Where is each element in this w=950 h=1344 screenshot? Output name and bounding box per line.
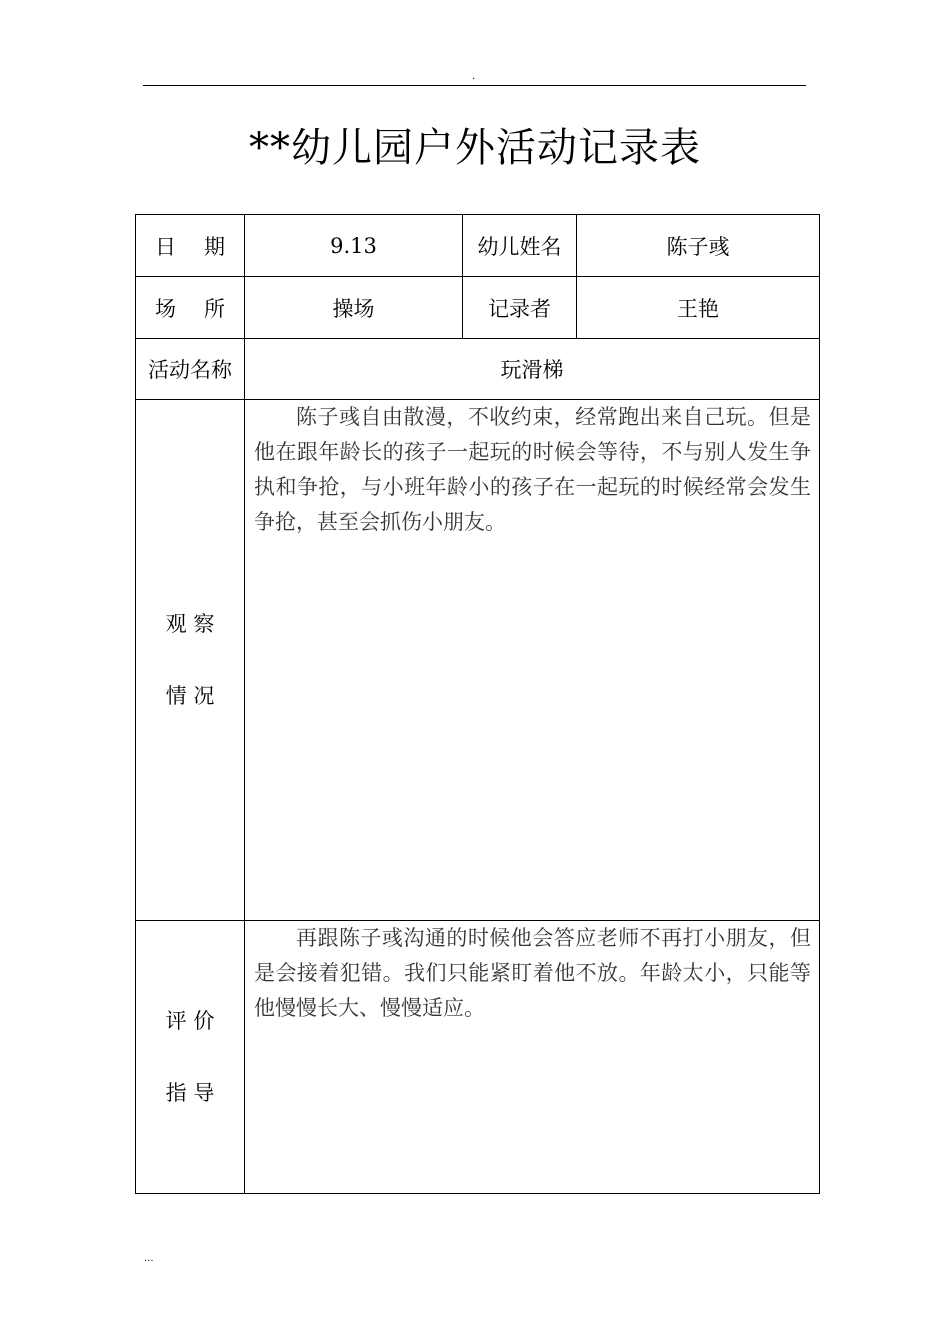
date-label bbox=[136, 215, 245, 277]
evaluation-notes bbox=[245, 921, 820, 1194]
activity-value: 玩滑梯 bbox=[245, 339, 820, 400]
evaluation-label-line-1: 评 价 bbox=[165, 1009, 215, 1033]
evaluation-label bbox=[136, 921, 245, 1194]
header-rule bbox=[143, 85, 806, 86]
footer-dots: ... bbox=[144, 1253, 154, 1264]
row-place bbox=[136, 277, 820, 339]
row-date bbox=[136, 215, 820, 277]
record-table bbox=[135, 214, 820, 1194]
child-name-value: 陈子彧 bbox=[577, 215, 820, 277]
observation-text: 陈子彧自由散漫，不收约束，经常跑出来自己玩。但是他在跟年龄长的孩子一起玩的时候会等待，不与别人发生争执和争抢，与小班年龄小的孩子在一起玩的时候经常会发生争抢，甚至会抓伤小朋友。 bbox=[254, 405, 811, 534]
row-evaluation bbox=[136, 921, 820, 1194]
observation-notes bbox=[245, 400, 820, 921]
evaluation-label-line-2: 指 导 bbox=[165, 1081, 215, 1105]
date-label-char-1: 日 bbox=[155, 234, 176, 259]
date-value: 9.13 bbox=[245, 215, 463, 277]
observation-label-line-2: 情 况 bbox=[165, 684, 215, 708]
evaluation-text: 再跟陈子彧沟通的时候他会答应老师不再打小朋友，但是会接着犯错。我们只能紧盯着他不放。年龄太小，只能等他慢慢长大、慢慢适应。 bbox=[254, 926, 811, 1020]
child-name-label: 幼儿姓名 bbox=[463, 215, 577, 277]
place-label bbox=[136, 277, 245, 339]
date-label-char-2: 期 bbox=[204, 234, 225, 259]
observation-label bbox=[136, 400, 245, 921]
row-observation bbox=[136, 400, 820, 921]
place-value: 操场 bbox=[245, 277, 463, 339]
place-label-char-1: 场 bbox=[155, 296, 176, 321]
recorder-value: 王艳 bbox=[577, 277, 820, 339]
recorder-label: 记录者 bbox=[463, 277, 577, 339]
row-activity bbox=[136, 339, 820, 400]
activity-label: 活动名称 bbox=[136, 339, 245, 400]
header-dot: . bbox=[472, 71, 476, 82]
observation-label-line-1: 观 察 bbox=[165, 612, 215, 636]
place-label-char-2: 所 bbox=[204, 296, 225, 321]
page-title: **幼儿园户外活动记录表 bbox=[249, 125, 701, 171]
